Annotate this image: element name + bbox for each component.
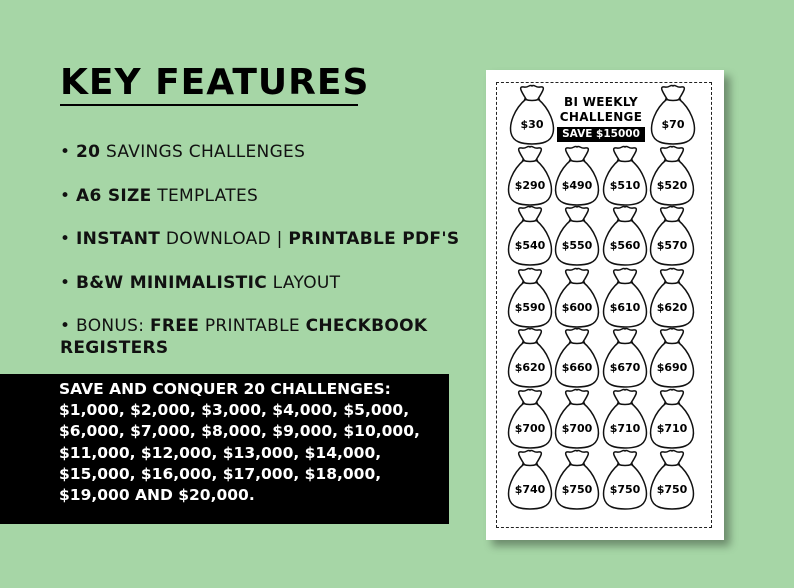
money-bag-amount: $710 — [656, 422, 688, 435]
feature-text: BONUS: — [76, 316, 150, 336]
money-bag-amount: $540 — [514, 239, 546, 252]
money-bag-icon — [509, 146, 552, 205]
money-bag — [604, 389, 647, 448]
money-bag-icon — [652, 85, 695, 144]
card-title-line2: CHALLENGE — [559, 110, 643, 124]
money-bag — [604, 450, 647, 509]
challenge-list-text: SAVE AND CONQUER 20 CHALLENGES: $1,000, $2,000, $3,000, $4,000, $5,000, $6,000, $7,000, $8,000, $9,000, $10,000, $11,000, $12,000, $13,000, $14,000, $15,000, $16,000, $17,000, $18,000, $19,000 AND $20,000. — [59, 380, 420, 505]
feature-bold: A6 SIZE — [76, 186, 152, 206]
money-bag — [509, 450, 552, 509]
feature-text: PRINTABLE — [199, 316, 306, 336]
money-bag-icon — [604, 450, 647, 509]
money-bag — [509, 146, 552, 205]
money-bag — [651, 206, 694, 265]
money-bag-icon — [556, 268, 599, 327]
money-bag-amount: $700 — [561, 422, 593, 435]
money-bag-amount: $520 — [656, 179, 688, 192]
money-bag-icon — [509, 268, 552, 327]
feature-text: LAYOUT — [266, 273, 341, 293]
bullet: • — [60, 186, 71, 206]
money-bag — [509, 268, 552, 327]
feature-text: SAVINGS CHALLENGES — [100, 142, 306, 162]
feature-text: DOWNLOAD | — [160, 229, 289, 249]
money-bag-icon — [604, 268, 647, 327]
money-bag-amount: $510 — [609, 179, 641, 192]
money-bag — [652, 85, 695, 144]
money-bag-amount: $700 — [514, 422, 546, 435]
money-bag-amount: $290 — [514, 179, 546, 192]
money-bag-icon — [651, 206, 694, 265]
money-bag — [604, 206, 647, 265]
bullet: • — [60, 229, 71, 249]
money-bag-icon — [511, 85, 554, 144]
money-bag-amount: $750 — [656, 483, 688, 496]
money-bag — [651, 328, 694, 387]
money-bag-amount: $740 — [514, 483, 546, 496]
bullet: • — [60, 316, 71, 336]
money-bag-icon — [509, 389, 552, 448]
money-bag — [604, 146, 647, 205]
money-bag-icon — [556, 450, 599, 509]
money-bag — [556, 450, 599, 509]
money-bag — [651, 389, 694, 448]
money-bag-amount: $690 — [656, 361, 688, 374]
money-bag-icon — [556, 146, 599, 205]
money-bag — [556, 268, 599, 327]
money-bag-amount: $70 — [661, 118, 685, 131]
money-bag — [556, 146, 599, 205]
money-bag — [556, 206, 599, 265]
money-bag-amount: $490 — [561, 179, 593, 192]
money-bag — [604, 328, 647, 387]
feature-bold: B&W MINIMALISTIC — [76, 273, 267, 293]
money-bag — [651, 450, 694, 509]
money-bag-icon — [604, 328, 647, 387]
bullet: • — [60, 273, 71, 293]
money-bag-amount: $620 — [656, 301, 688, 314]
money-bag-amount: $710 — [609, 422, 641, 435]
money-bag-icon — [604, 206, 647, 265]
feature-bold: CHECKBOOK REGISTERS — [60, 316, 428, 358]
money-bag — [651, 268, 694, 327]
money-bag-icon — [509, 206, 552, 265]
money-bag-icon — [604, 389, 647, 448]
money-bag-icon — [509, 450, 552, 509]
money-bag-amount: $610 — [609, 301, 641, 314]
money-bag-amount: $550 — [561, 239, 593, 252]
money-bag — [556, 389, 599, 448]
card-title-line1: BI WEEKLY — [564, 95, 638, 109]
money-bag — [509, 328, 552, 387]
feature-bold: PRINTABLE PDF'S — [288, 229, 460, 249]
money-bag — [651, 146, 694, 205]
money-bag-icon — [651, 146, 694, 205]
money-bag — [556, 328, 599, 387]
money-bag — [604, 268, 647, 327]
money-bag-amount: $670 — [609, 361, 641, 374]
money-bag-icon — [651, 268, 694, 327]
money-bag-amount: $620 — [514, 361, 546, 374]
money-bag-icon — [651, 389, 694, 448]
feature-bold: INSTANT — [76, 229, 161, 249]
bullet: • — [60, 142, 71, 162]
money-bag-amount: $560 — [609, 239, 641, 252]
money-bag-icon — [604, 146, 647, 205]
money-bag-amount: $660 — [561, 361, 593, 374]
money-bag-icon — [651, 450, 694, 509]
money-bag — [511, 85, 554, 144]
money-bag — [509, 389, 552, 448]
money-bag-amount: $30 — [520, 118, 544, 131]
feature-bold: 20 — [76, 142, 101, 162]
money-bag-amount: $590 — [514, 301, 546, 314]
money-bag — [509, 206, 552, 265]
key-features-heading: KEY FEATURES — [60, 62, 370, 103]
money-bag-amount: $750 — [561, 483, 593, 496]
money-bag-icon — [556, 206, 599, 265]
money-bag-amount: $600 — [561, 301, 593, 314]
money-bag-amount: $570 — [656, 239, 688, 252]
money-bag-icon — [651, 328, 694, 387]
money-bag-icon — [556, 389, 599, 448]
save-amount-badge: SAVE $15000 — [557, 127, 645, 142]
money-bag-amount: $750 — [609, 483, 641, 496]
feature-bold: FREE — [149, 316, 200, 336]
feature-text: TEMPLATES — [151, 186, 259, 206]
money-bag-icon — [509, 328, 552, 387]
money-bag-icon — [556, 328, 599, 387]
